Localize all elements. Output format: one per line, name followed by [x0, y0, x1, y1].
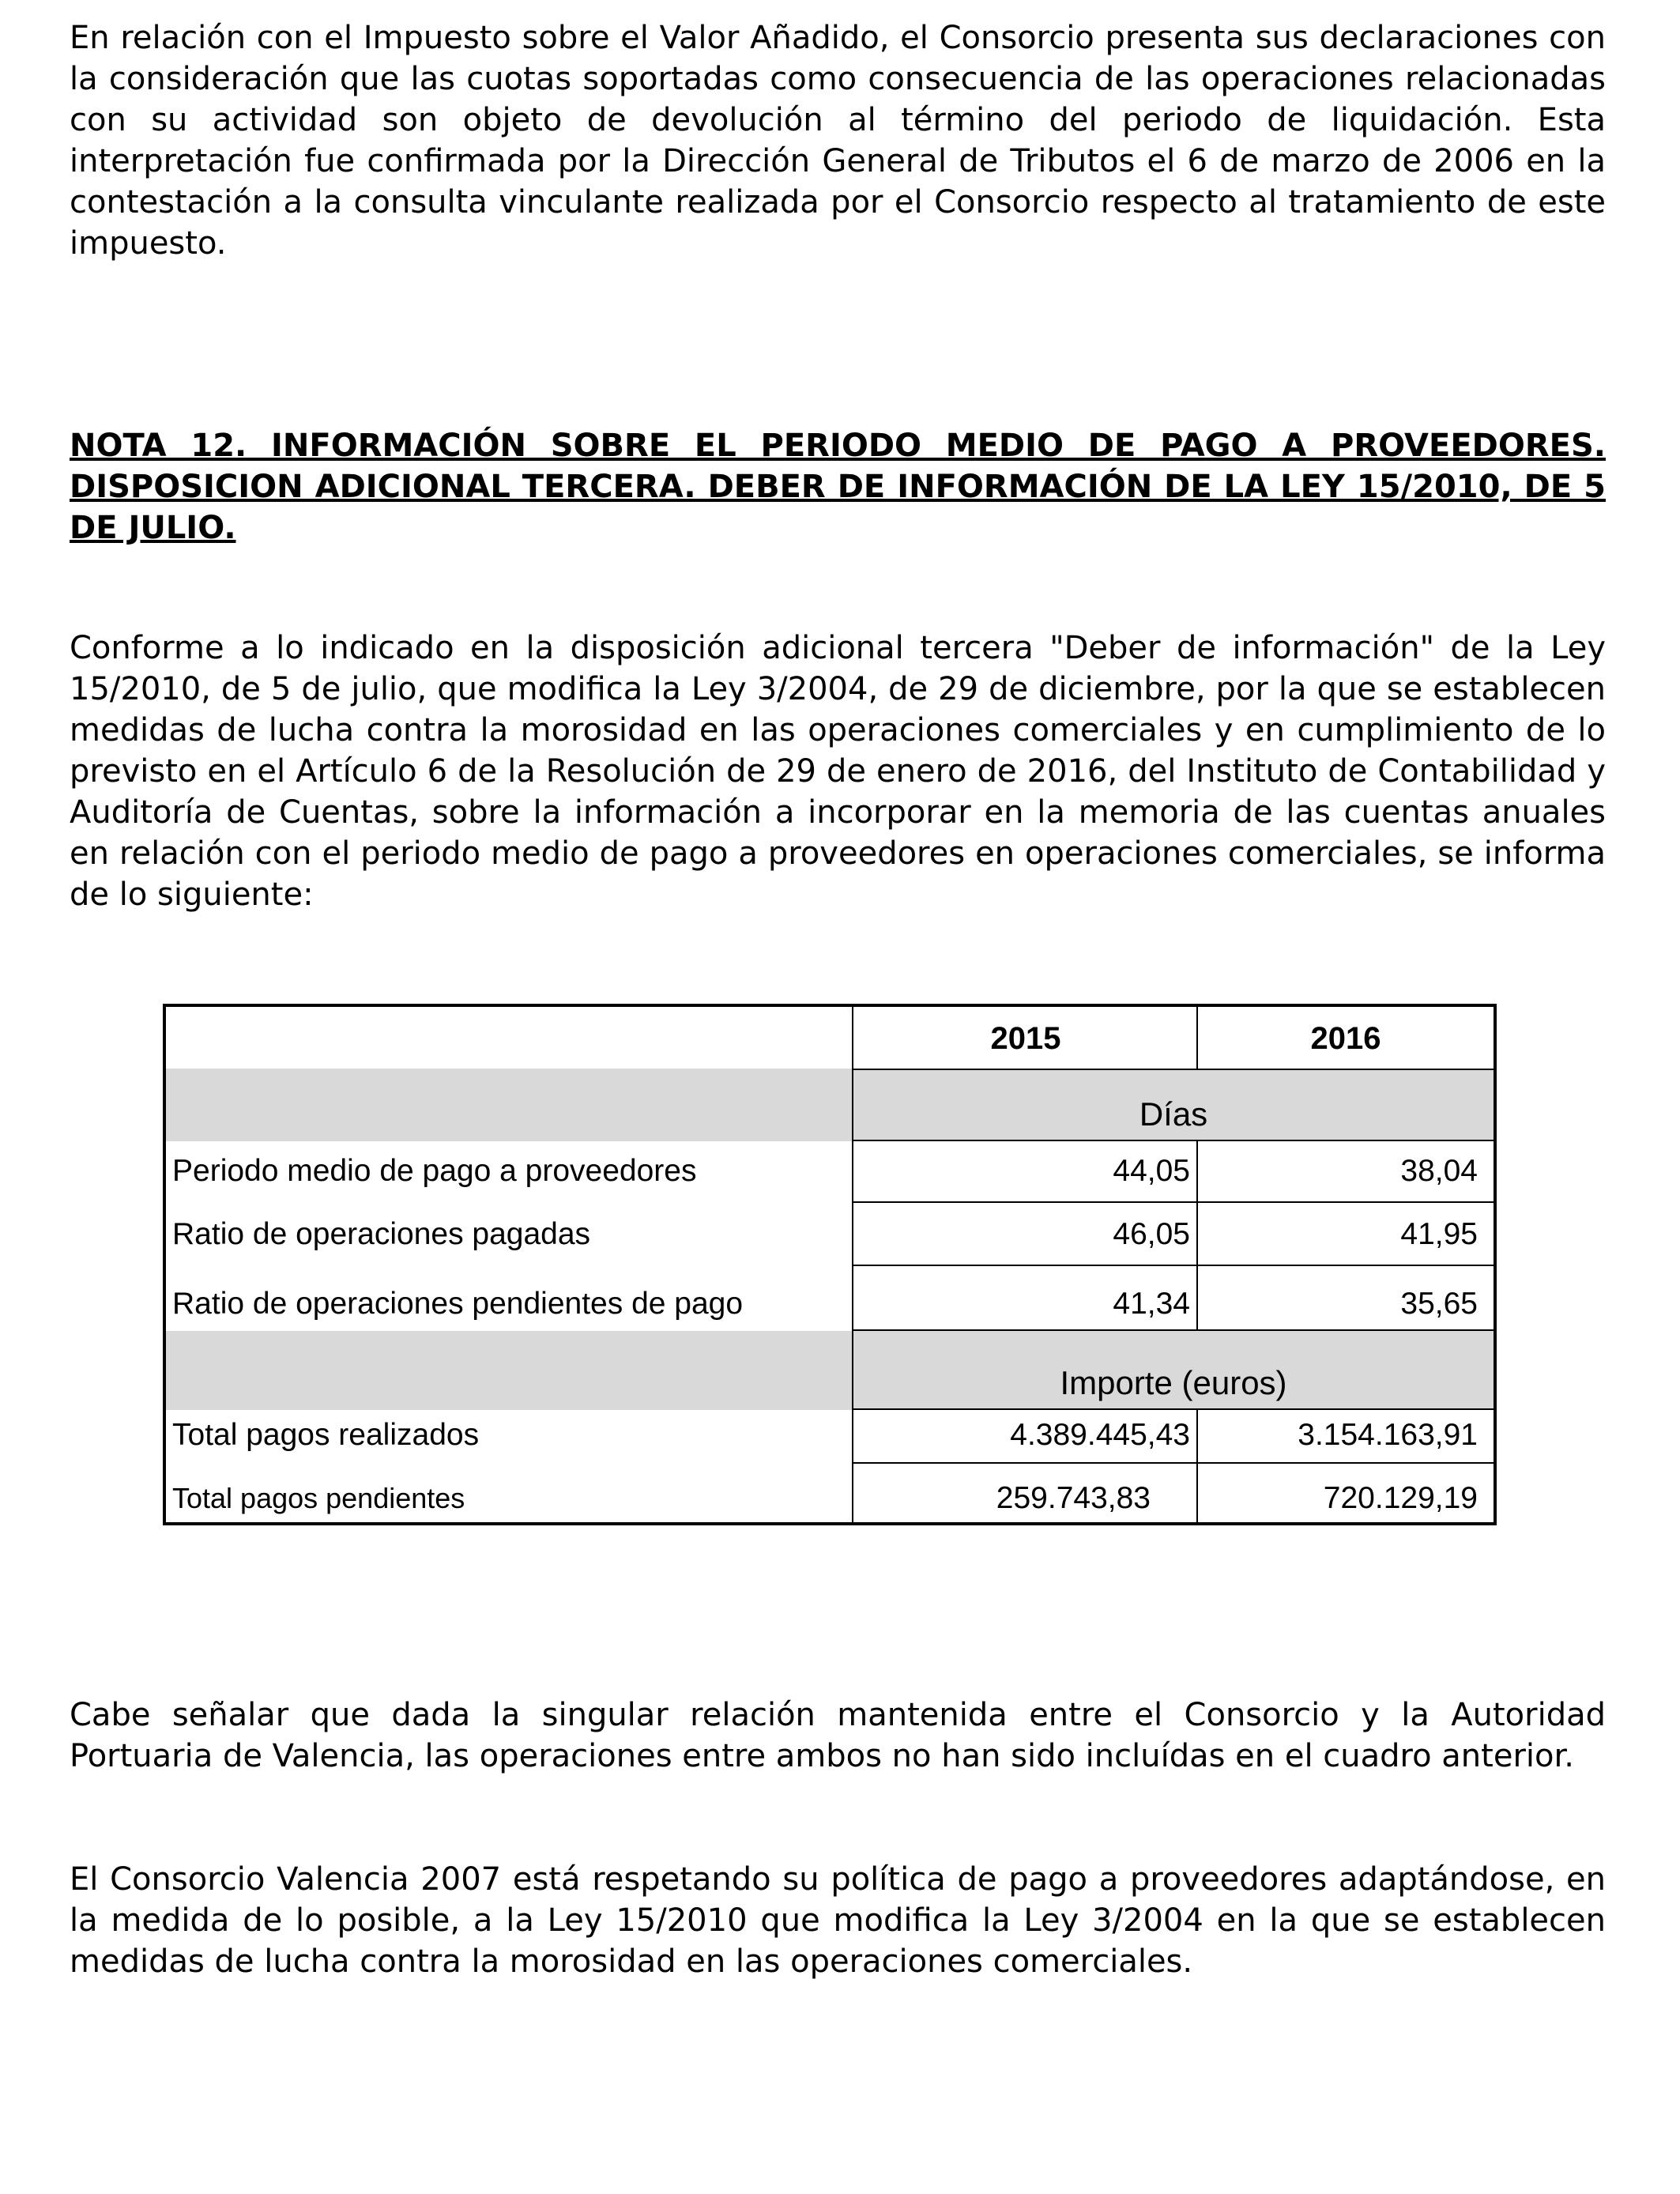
- row-label-periodo-medio: Periodo medio de pago a proveedores: [172, 1154, 697, 1188]
- section-amount-label: Importe (euros): [1060, 1364, 1287, 1401]
- value-pagos-pendientes-2016: 720.129,19: [1323, 1481, 1478, 1515]
- value-periodo-medio-2016: 38,04: [1400, 1154, 1478, 1188]
- grid-line: [853, 1201, 1494, 1203]
- value-ratio-pendientes-2016: 35,65: [1400, 1287, 1478, 1321]
- row-label-pagos-pendientes: Total pagos pendientes: [172, 1482, 465, 1514]
- intro-paragraph: Conforme a lo indicado en la disposición adicional tercera "Deber de información" de la Ley 15/2010, de 5 de julio, que modifica la Ley 3/2004, de 29 de diciembre, por la que se establecen medidas de lucha contra la morosidad en las operaciones comerciales y en cumplimiento de lo previsto en el Artículo 6 de la Resolución de 29 de enero de 2016, del Instituto de Contabilidad y Auditoría de Cuentas, sobre la información a incorporar en la memoria de las cuentas anuales en relación con el periodo medio de pago a proveedores en operaciones comerciales, se informa de lo siguiente:: [70, 630, 1606, 913]
- note-12-heading: NOTA 12. INFORMACIÓN SOBRE EL PERIODO MEDIO DE PAGO A PROVEEDORES. DISPOSICION ADICIONAL TERCERA. DEBER DE INFORMACIÓN DE LA LEY 15/2010, DE 5 DE JULIO.: [70, 428, 1606, 546]
- iva-paragraph: En relación con el Impuesto sobre el Valor Añadido, el Consorcio presenta sus declaraciones con la consideración que las cuotas soportadas como consecuencia de las operaciones relacionadas con su actividad son objeto de devolución al término del periodo de liquidación. Esta interpretación fue confirmada por la Dirección General de Tributos el 6 de marzo de 2006 en la contestación a la consulta vinculante realizada por el Consorcio respecto al tratamiento de este impuesto.: [70, 20, 1606, 262]
- grid-line: [853, 1462, 1494, 1464]
- value-pagos-pendientes-2015: 259.743,83: [996, 1481, 1151, 1515]
- payment-period-table: [163, 1004, 1497, 1525]
- value-periodo-medio-2015: 44,05: [1113, 1154, 1190, 1188]
- value-ratio-pagadas-2016: 41,95: [1400, 1217, 1478, 1251]
- grid-line: [853, 1069, 1494, 1070]
- grid-line: [1196, 1140, 1198, 1331]
- grid-line: [853, 1265, 1494, 1266]
- policy-paragraph: El Consorcio Valencia 2007 está respetando su política de pago a proveedores adaptándose, en la medida de lo posible, a la Ley 15/2010 que modifica la Ley 3/2004 en la que se establecen medidas de lucha contra la morosidad en las operaciones comerciales.: [70, 1861, 1606, 1980]
- note-paragraph: Cabe señalar que dada la singular relación mantenida entre el Consorcio y la Autoridad Portuaria de Valencia, las operaciones entre ambos no han sido incluídas en el cuadro anterior.: [70, 1697, 1606, 1774]
- row-label-pagos-realizados: Total pagos realizados: [172, 1418, 480, 1452]
- grid-line: [853, 1140, 1494, 1141]
- year-2015-header: 2015: [990, 1021, 1061, 1056]
- value-pagos-realizados-2015: 4.389.445,43: [1010, 1418, 1190, 1452]
- row-label-ratio-pendientes: Ratio de operaciones pendientes de pago: [172, 1287, 744, 1321]
- grid-line: [853, 1408, 1494, 1410]
- row-label-ratio-pagadas: Ratio de operaciones pagadas: [172, 1217, 591, 1251]
- grid-line: [852, 1007, 853, 1522]
- value-pagos-realizados-2016: 3.154.163,91: [1298, 1418, 1478, 1452]
- section-days-label: Días: [1139, 1095, 1208, 1133]
- year-2016-header: 2016: [1310, 1021, 1381, 1056]
- grid-line: [853, 1329, 1494, 1331]
- grid-line: [1196, 1408, 1198, 1522]
- grid-line: [1196, 1007, 1198, 1069]
- value-ratio-pendientes-2015: 41,34: [1113, 1287, 1190, 1321]
- value-ratio-pagadas-2015: 46,05: [1113, 1217, 1190, 1251]
